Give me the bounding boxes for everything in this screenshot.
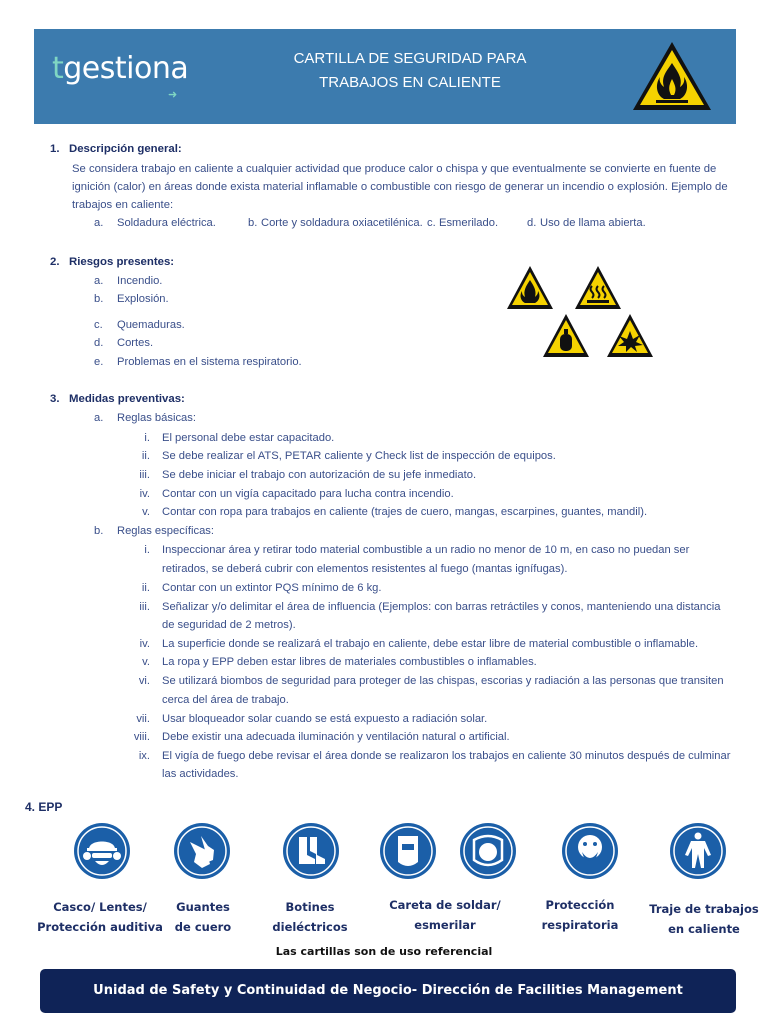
risk-marker: d. (94, 337, 104, 349)
rule-marker: vi. (138, 675, 150, 687)
rule-marker: viii. (133, 731, 150, 743)
rule-marker: iv. (139, 488, 150, 500)
suit-icon (669, 822, 727, 880)
subsection-title: Reglas específicas: (117, 525, 215, 537)
specific-rule: Se utilizará biombos de seguridad para proteger de las chispas, escorias y radiación a las personas que transiten (162, 675, 724, 687)
example-marker: b. (248, 217, 258, 229)
example-item: Soldadura eléctrica. (117, 217, 216, 229)
example-marker: c. (427, 217, 436, 229)
specific-rule: Señalizar y/o delimitar el área de influencia (Ejemplos: con barras retráctiles y conos, manteniendo una distancia (162, 601, 721, 613)
reference-note: Las cartillas son de uso referencial (275, 945, 493, 958)
section2-heading: 2. Riesgos presentes: (50, 256, 175, 268)
basic-rule: Contar con ropa para trabajos en caliente (trajes de cuero, mangas, escarpines, guantes, mandil). (162, 506, 648, 518)
risk-marker: b. (94, 293, 104, 305)
rule-marker: i. (144, 432, 150, 444)
risk-item: Explosión. (117, 293, 169, 305)
specific-rule: retirados, se deberá cubrir con elementos resistentes al fuego (mantas ignífugas). (162, 563, 568, 575)
rule-marker: i. (144, 544, 150, 556)
specific-rule: las actividades. (162, 768, 239, 780)
risk-item: Problemas en el sistema respiratorio. (117, 356, 302, 368)
explosion-warning-icon (605, 312, 655, 360)
subsection-marker: b. (94, 525, 104, 537)
basic-rule: Se debe realizar el ATS, PETAR caliente y Check list de inspección de equipos. (162, 450, 556, 462)
helmet-icon (73, 822, 131, 880)
risk-item: Cortes. (117, 337, 154, 349)
rule-marker: iii. (139, 469, 150, 481)
hot-surface-warning-icon (573, 264, 623, 312)
specific-rule: El vigía de fuego debe revisar el área donde se realizaron los trabajos en caliente 30 minutos después de culminar (162, 750, 731, 762)
respirator-icon (561, 822, 619, 880)
basic-rule: Se debe iniciar el trabajo con autorización de su jefe inmediato. (162, 469, 477, 481)
specific-rule: La superficie donde se realizará el trabajo en caliente, debe estar libre de material combustible o inflamable. (162, 638, 699, 650)
gas-cylinder-warning-icon (541, 312, 591, 360)
section1-heading: 1. Descripción general: (50, 143, 182, 155)
epp-label-boots: Botines dieléctricos (272, 900, 348, 934)
specific-rule: Inspeccionar área y retirar todo material combustible a un radio no menor de 10 m, en caso no puedan ser (162, 544, 690, 556)
rule-marker: ii. (141, 450, 150, 462)
specific-rule: Debe existir una adecuada iluminación y ventilación natural o artificial. (162, 731, 510, 743)
specific-rule: cerca del área de trabajo. (162, 694, 289, 706)
example-item: Corte y soldadura oxiacetilénica. (261, 217, 423, 229)
rule-marker: iii. (139, 601, 150, 613)
epp-label-gloves: Guantes de cuero (174, 900, 232, 934)
specific-rule: La ropa y EPP deben estar libres de materiales combustibles o inflamables. (162, 656, 537, 668)
header-banner (34, 29, 736, 124)
example-item: Uso de llama abierta. (540, 217, 646, 229)
face-shield-icon (459, 822, 517, 880)
risk-marker: c. (94, 319, 103, 331)
specific-rule: Usar bloqueador solar cuando se está expuesto a radiación solar. (162, 713, 488, 725)
epp-label-respirator: Protección respiratoria (541, 898, 619, 932)
subsection-marker: a. (94, 412, 104, 424)
rule-marker: ix. (138, 750, 150, 762)
specific-rule: Contar con un extintor PQS mínimo de 6 kg. (162, 582, 382, 594)
page-title: CARTILLA DE SEGURIDAD PARA TRABAJOS EN CALIENTE (293, 50, 527, 91)
welding-mask-icon (379, 822, 437, 880)
subsection-title: Reglas básicas: (117, 412, 196, 424)
epp-heading: 4. EPP (25, 800, 63, 814)
epp-label-welding-mask: Careta de soldar/ esmerilar (389, 898, 501, 932)
footer-banner: Unidad de Safety y Continuidad de Negocio- Dirección de Facilities Management (40, 969, 736, 1013)
risk-marker: a. (94, 275, 104, 287)
rule-marker: v. (142, 506, 150, 518)
example-marker: a. (94, 217, 104, 229)
example-marker: d. (527, 217, 537, 229)
specific-rule: de seguridad de 2 metros). (162, 619, 296, 631)
risk-item: Quemaduras. (117, 319, 185, 331)
epp-label-helmet: Casco/ Lentes/ Protección auditiva (37, 900, 163, 934)
logo: tgestiona (52, 51, 189, 86)
rule-marker: v. (142, 656, 150, 668)
rule-marker: ii. (141, 582, 150, 594)
risk-item: Incendio. (117, 275, 163, 287)
risk-marker: e. (94, 356, 104, 368)
basic-rule: Contar con un vigía capacitado para lucha contra incendio. (162, 488, 454, 500)
logo-arrow-icon: ➜ (168, 89, 178, 101)
basic-rule: El personal debe estar capacitado. (162, 432, 335, 444)
fire-warning-icon (505, 264, 555, 312)
flammable-warning-icon (631, 39, 713, 113)
epp-label-suit: Traje de trabajos en caliente (649, 902, 759, 936)
gloves-icon (173, 822, 231, 880)
rule-marker: iv. (139, 638, 150, 650)
rule-marker: vii. (136, 713, 150, 725)
section1-description: Se considera trabajo en caliente a cualquier actividad que produce calor o chispa y que eventualmente se convierte en fuente de ignición (calor) en áreas donde exista material inflamable o combustible con riesgo de generar un incendio o explosión. Ejemplo de trabajos en caliente: (72, 163, 728, 211)
section3-heading: 3. Medidas preventivas: (50, 393, 185, 405)
boots-icon (282, 822, 340, 880)
example-item: Esmerilado. (439, 217, 499, 229)
